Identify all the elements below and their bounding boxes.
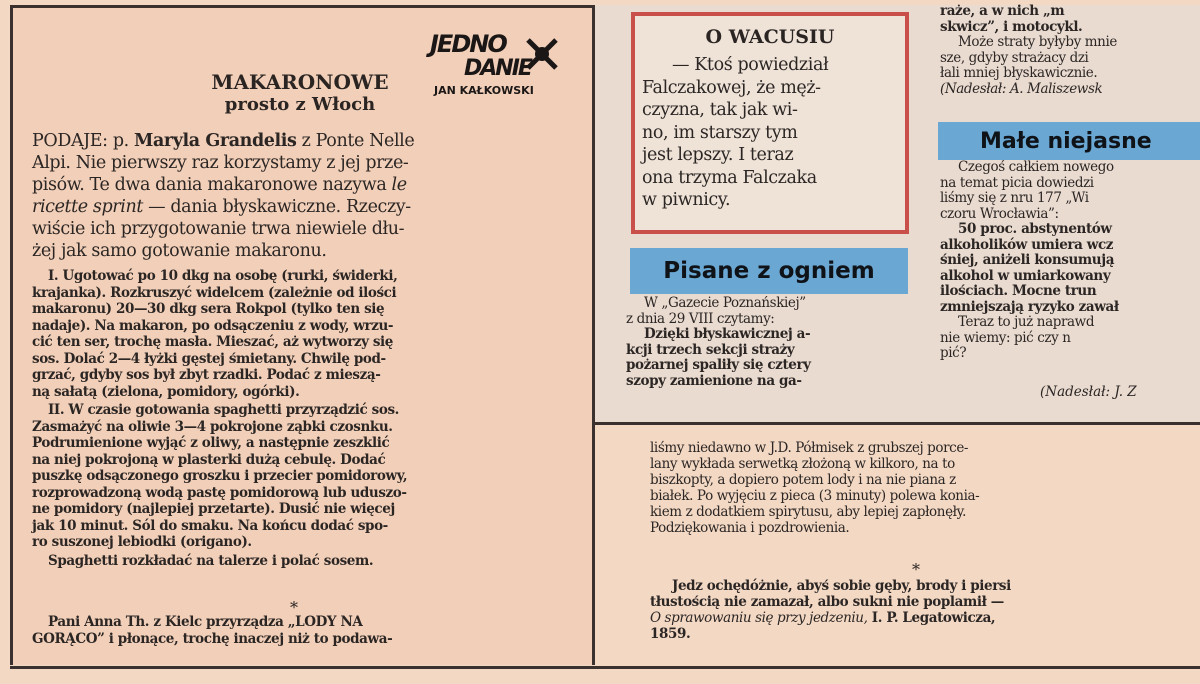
wacus-line: Falczakowej, że męż- — [642, 77, 821, 98]
intro-line1-b: z Ponte Nelle — [296, 131, 415, 151]
male-signature: (Nadesłał: J. Z — [1040, 384, 1137, 400]
pisane-bold-line: Dzięki błyskawicznej a- — [644, 326, 811, 342]
wacus-line: — Ktoś powiedział — [672, 55, 829, 75]
step2-line: jak 10 minut. Sól do smaku. Na końcu dodać spo- — [32, 517, 388, 534]
male-bold-line: 50 proc. abstynentów — [958, 221, 1112, 237]
step2-line: ne pomidory (najlepiej przetarte). Dusić nie więcej — [32, 501, 395, 517]
right-line: sze, gdyby strażacy dzi — [940, 49, 1089, 66]
author-name: JAN KAŁKOWSKI — [434, 84, 534, 97]
separator-star: * — [290, 598, 298, 617]
intro-line2: Alpi. Nie pierwszy raz korzystamy z jej prze- — [32, 153, 409, 173]
step1-line: ną sałatą (zielona, pomidory, ogórki). — [32, 383, 300, 400]
right-line: skwicz”, i motocykl. — [940, 18, 1083, 35]
title-line2: prosto z Włoch — [224, 94, 376, 115]
wacus-line: ona trzyma Falczaka — [642, 167, 817, 188]
bottom-rule — [10, 666, 1200, 669]
pisane-bold-line: szopy zamienione na ga- — [626, 372, 802, 389]
recipe-title — [190, 70, 410, 115]
wacus-line: no, im starszy tym — [642, 122, 798, 143]
step2-line: Zasmażyć na oliwie 3—4 pokrojone ząbki czosnku. — [32, 418, 393, 435]
step2-line: II. W czasie gotowania spaghetti przyrządzić sos. — [48, 402, 399, 418]
right-line: raże, a w nich „m — [940, 4, 1065, 19]
male-line: liśmy się z nru 177 „Wi — [940, 190, 1089, 206]
step2-line: na niej pokrojoną w plasterki dużą cebulę. Dodać — [32, 451, 386, 468]
male-bold-line: zmniejszają ryzyko zawał — [940, 298, 1119, 315]
title-line1: MAKARONOWE — [211, 70, 389, 94]
intro-ricette: ricette sprint — [32, 197, 143, 217]
step1-line: krajanka). Rozkruszyć widelcem (zależnie od ilości — [32, 284, 397, 301]
intro-line1-a: PODAJE: p. — [32, 131, 134, 151]
quote-author: I. P. Legatowicza, — [867, 610, 996, 626]
intro-line4: — dania błyskawiczne. Rzeczy- — [142, 197, 411, 217]
separator-star: * — [912, 560, 920, 579]
step2-line: ro suszonej lebiodki (origano). — [32, 534, 252, 550]
pisane-banner: Pisane z ogniem — [630, 248, 908, 294]
male-bold-line: ilościach. Mocne trun — [940, 283, 1097, 299]
wacus-title: O WACUSIU — [705, 26, 835, 48]
male-end-line: Teraz to już naprawd — [958, 314, 1095, 330]
pisane-text — [626, 296, 910, 389]
male-bold-line: śniej, aniżeli konsumują — [940, 252, 1115, 268]
recipe-lody — [32, 614, 577, 648]
quote-line2: tłustością nie zamazał, albo sukni nie poplamił — — [650, 594, 1004, 610]
intro-line5: wiście ich przygotowanie trwa niewiele dłu- — [32, 219, 405, 239]
bottom-line: biszkopty, a dopiero potem lody i na nie piana z — [650, 472, 956, 488]
right-line: łali mniej błyskawicznie. — [940, 65, 1098, 81]
lody-name: Pani Anna Th. — [48, 614, 150, 630]
fork-knife-icon — [522, 34, 562, 74]
wacus-line: w piwnicy. — [642, 190, 731, 210]
step1-line: cić ten ser, trochę masła. Mieszać, aż wytworzy się — [32, 334, 393, 350]
bottom-line: białek. Po wyjęciu z pieca (3 minuty) polewa konia- — [650, 488, 980, 504]
right-line: Może straty byłyby mnie — [958, 34, 1117, 50]
pisane-line2: z dnia 29 VIII czytamy: — [626, 310, 775, 327]
right-top-text — [940, 4, 1200, 97]
step1-line: sos. Dolać 2—4 łyżki gęstej śmietany. Chwilę pod- — [32, 350, 386, 367]
step1-line: makaronu) 20—30 dkg sera Rokpol (tylko ten się — [32, 301, 385, 317]
pisane-line1: W „Gazecie Poznańskiej” — [644, 295, 806, 311]
intro-line3: pisów. Te dwa dania makaronowe nazywa — [32, 175, 392, 195]
male-end-line: nie wiemy: pić czy n — [940, 329, 1071, 346]
male-line: na temat picia dowiedzi — [940, 174, 1094, 191]
male-line: Czegoś całkiem nowego — [958, 160, 1114, 175]
male-end-line: pić? — [940, 345, 967, 361]
step2-line: Podrumienione wyjąć z oliwy, a następnie zeszklić — [32, 435, 390, 451]
lody-line2: GORĄCO” i płonące, trochę inaczej niż to podawa- — [32, 631, 393, 647]
wacus-text — [642, 54, 898, 212]
recipe-step-1 — [32, 268, 577, 400]
recipe-intro — [32, 130, 577, 262]
step3-line: Spaghetti rozkładać na talerze i polać sosem. — [48, 552, 374, 569]
bottom-continuation — [650, 440, 1190, 536]
male-text — [940, 160, 1200, 362]
quote-year: 1859. — [650, 626, 691, 642]
wacus-line: czyzna, tak jak wi- — [642, 100, 798, 120]
bottom-line: liśmy niedawno w J.D. Półmisek z grubszej porce- — [650, 440, 969, 456]
intro-line6: żej jak samo gotowanie makaronu. — [32, 241, 327, 261]
jedno-danie-logo — [430, 30, 570, 100]
step1-line: I. Ugotować po 10 dkg na osobę (rurki, świderki, — [48, 268, 398, 284]
step1-line: grzać, gdyby sos był zbyt rzadki. Podać z mieszą- — [32, 367, 381, 383]
step2-line: puszkę odsączonego groszku i przecier pomidorowy, — [32, 468, 408, 484]
pisane-bold-line: kcji trzech sekcji straży — [626, 341, 795, 358]
bottom-line: lany wykłada serwetką złożoną w kilkoro, na to — [650, 456, 955, 472]
wacus-line: jest lepszy. I teraz — [642, 145, 794, 165]
bottom-quote — [650, 578, 1190, 642]
right-signature: (Nadesłał: A. Maliszewsk — [940, 80, 1103, 97]
intro-name: Maryla Grandelis — [133, 131, 297, 151]
male-line: czoru Wrocławia”: — [940, 205, 1059, 222]
recipe-step-2 — [32, 402, 577, 569]
quote-line1: Jedz ochędóżnie, abyś sobie gęby, brody i piersi — [672, 578, 1011, 594]
step2-line: rozprowadzoną wodą pastę pomidorową lub uduszo- — [32, 484, 407, 501]
intro-le: le — [391, 175, 407, 195]
pisane-bold-line: pożarnej spaliły się cztery — [626, 357, 811, 373]
lody-line1: z Kielc przyrządza „LODY NA — [149, 614, 363, 630]
male-banner: Małe niejasne — [938, 122, 1200, 160]
bottom-line: Podziękowania i pozdrowienia. — [650, 520, 850, 536]
male-bold-line: alkohol w umiarkowany — [940, 267, 1111, 284]
quote-source: O sprawowaniu się przy jedzeniu, — [650, 610, 868, 626]
step1-line: nadaje). Na makaron, po odsączeniu z wody, wrzu- — [32, 317, 394, 334]
logo-word-jedno: JEDNO — [430, 30, 506, 58]
logo-word-danie: DANIE — [464, 56, 531, 81]
bottom-line: kiem z dodatkiem spirytusu, aby lepiej zapłonęły. — [650, 504, 966, 520]
male-bold-line: alkoholików umiera wcz — [940, 236, 1114, 253]
